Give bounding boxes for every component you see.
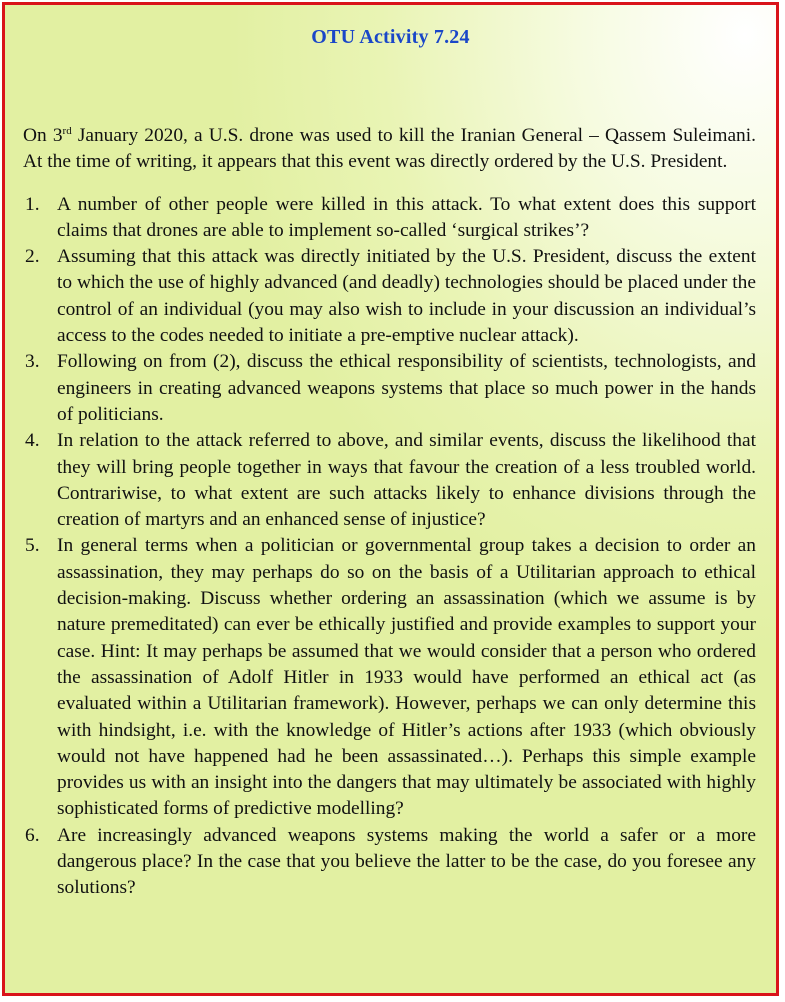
intro-paragraph (23, 123, 756, 176)
question-text: Assuming that this attack was directly initiated by the U.S. President, discuss the extent to which the use of highly advanced (and deadly) technologies should be placed under the control of an individual (you may also wish to include in your discussion an individual’s access to the codes needed to initiate a pre-emptive nuclear attack). (57, 246, 756, 347)
question-list (23, 192, 756, 902)
activity-content (23, 123, 756, 902)
intro-date-superscript: rd (62, 125, 72, 137)
activity-title: OTU Activity 7.24 (311, 26, 470, 48)
question-item-5 (23, 533, 756, 822)
question-text: In general terms when a politician or governmental group takes a decision to order an assassination, they may perhaps do so on the basis of a Utilitarian approach to ethical decision-making. Discuss whether ordering an assassination (which we assume is by nature premeditated) can ever be ethically justified and provide examples to support your case. Hint: It may perhaps be assumed that we would consider that a person who ordered the assassination of Adolf Hitler in 1933 would have performed an ethical act (as evaluated within a Utilitarian framework). However, perhaps we can only determine this with hindsight, i.e. with the knowledge of Hitler’s actions after 1933 (which obviously would not have happened had he been assassinated…). Perhaps this simple example provides us with an insight into the dangers that may ultimately be associated with highly sophisticated forms of predictive modelling? (57, 535, 756, 820)
question-number: 3. (25, 351, 40, 373)
question-text: A number of other people were killed in this attack. To what extent does this support claims that drones are able to implement so-called ‘surgical strikes’? (57, 193, 756, 241)
question-number: 2. (25, 246, 40, 268)
intro-text-start: On 3 (23, 125, 63, 146)
question-number: 6. (25, 824, 40, 846)
question-item-1 (23, 192, 756, 245)
question-number: 4. (25, 430, 40, 452)
question-text: Following on from (2), discuss the ethical responsibility of scientists, technologists, and engineers in creating advanced weapons systems that place so much power in the hands of politicians. (57, 351, 756, 425)
question-number: 1. (25, 193, 40, 215)
question-text: In relation to the attack referred to above, and similar events, discuss the likelihood that they will bring people together in ways that favour the creation of a less troubled world. Contrariwise, to what extent are such attacks likely to enhance divisions through the creation of martyrs and an enhanced sense of injustice? (57, 430, 756, 531)
question-item-2 (23, 244, 756, 349)
question-number: 5. (25, 535, 40, 557)
activity-box (2, 2, 779, 996)
intro-text-rest: January 2020, a U.S. drone was used to kill the Iranian General – Qassem Suleimani. At the time of writing, it appears that this event was directly ordered by the U.S. President. (23, 125, 756, 173)
question-item-4 (23, 428, 756, 533)
question-text: Are increasingly advanced weapons systems making the world a safer or a more dangerous place? In the case that you believe the latter to be the case, do you foresee any solutions? (57, 824, 756, 899)
question-item-3 (23, 349, 756, 428)
question-item-6 (23, 823, 756, 902)
